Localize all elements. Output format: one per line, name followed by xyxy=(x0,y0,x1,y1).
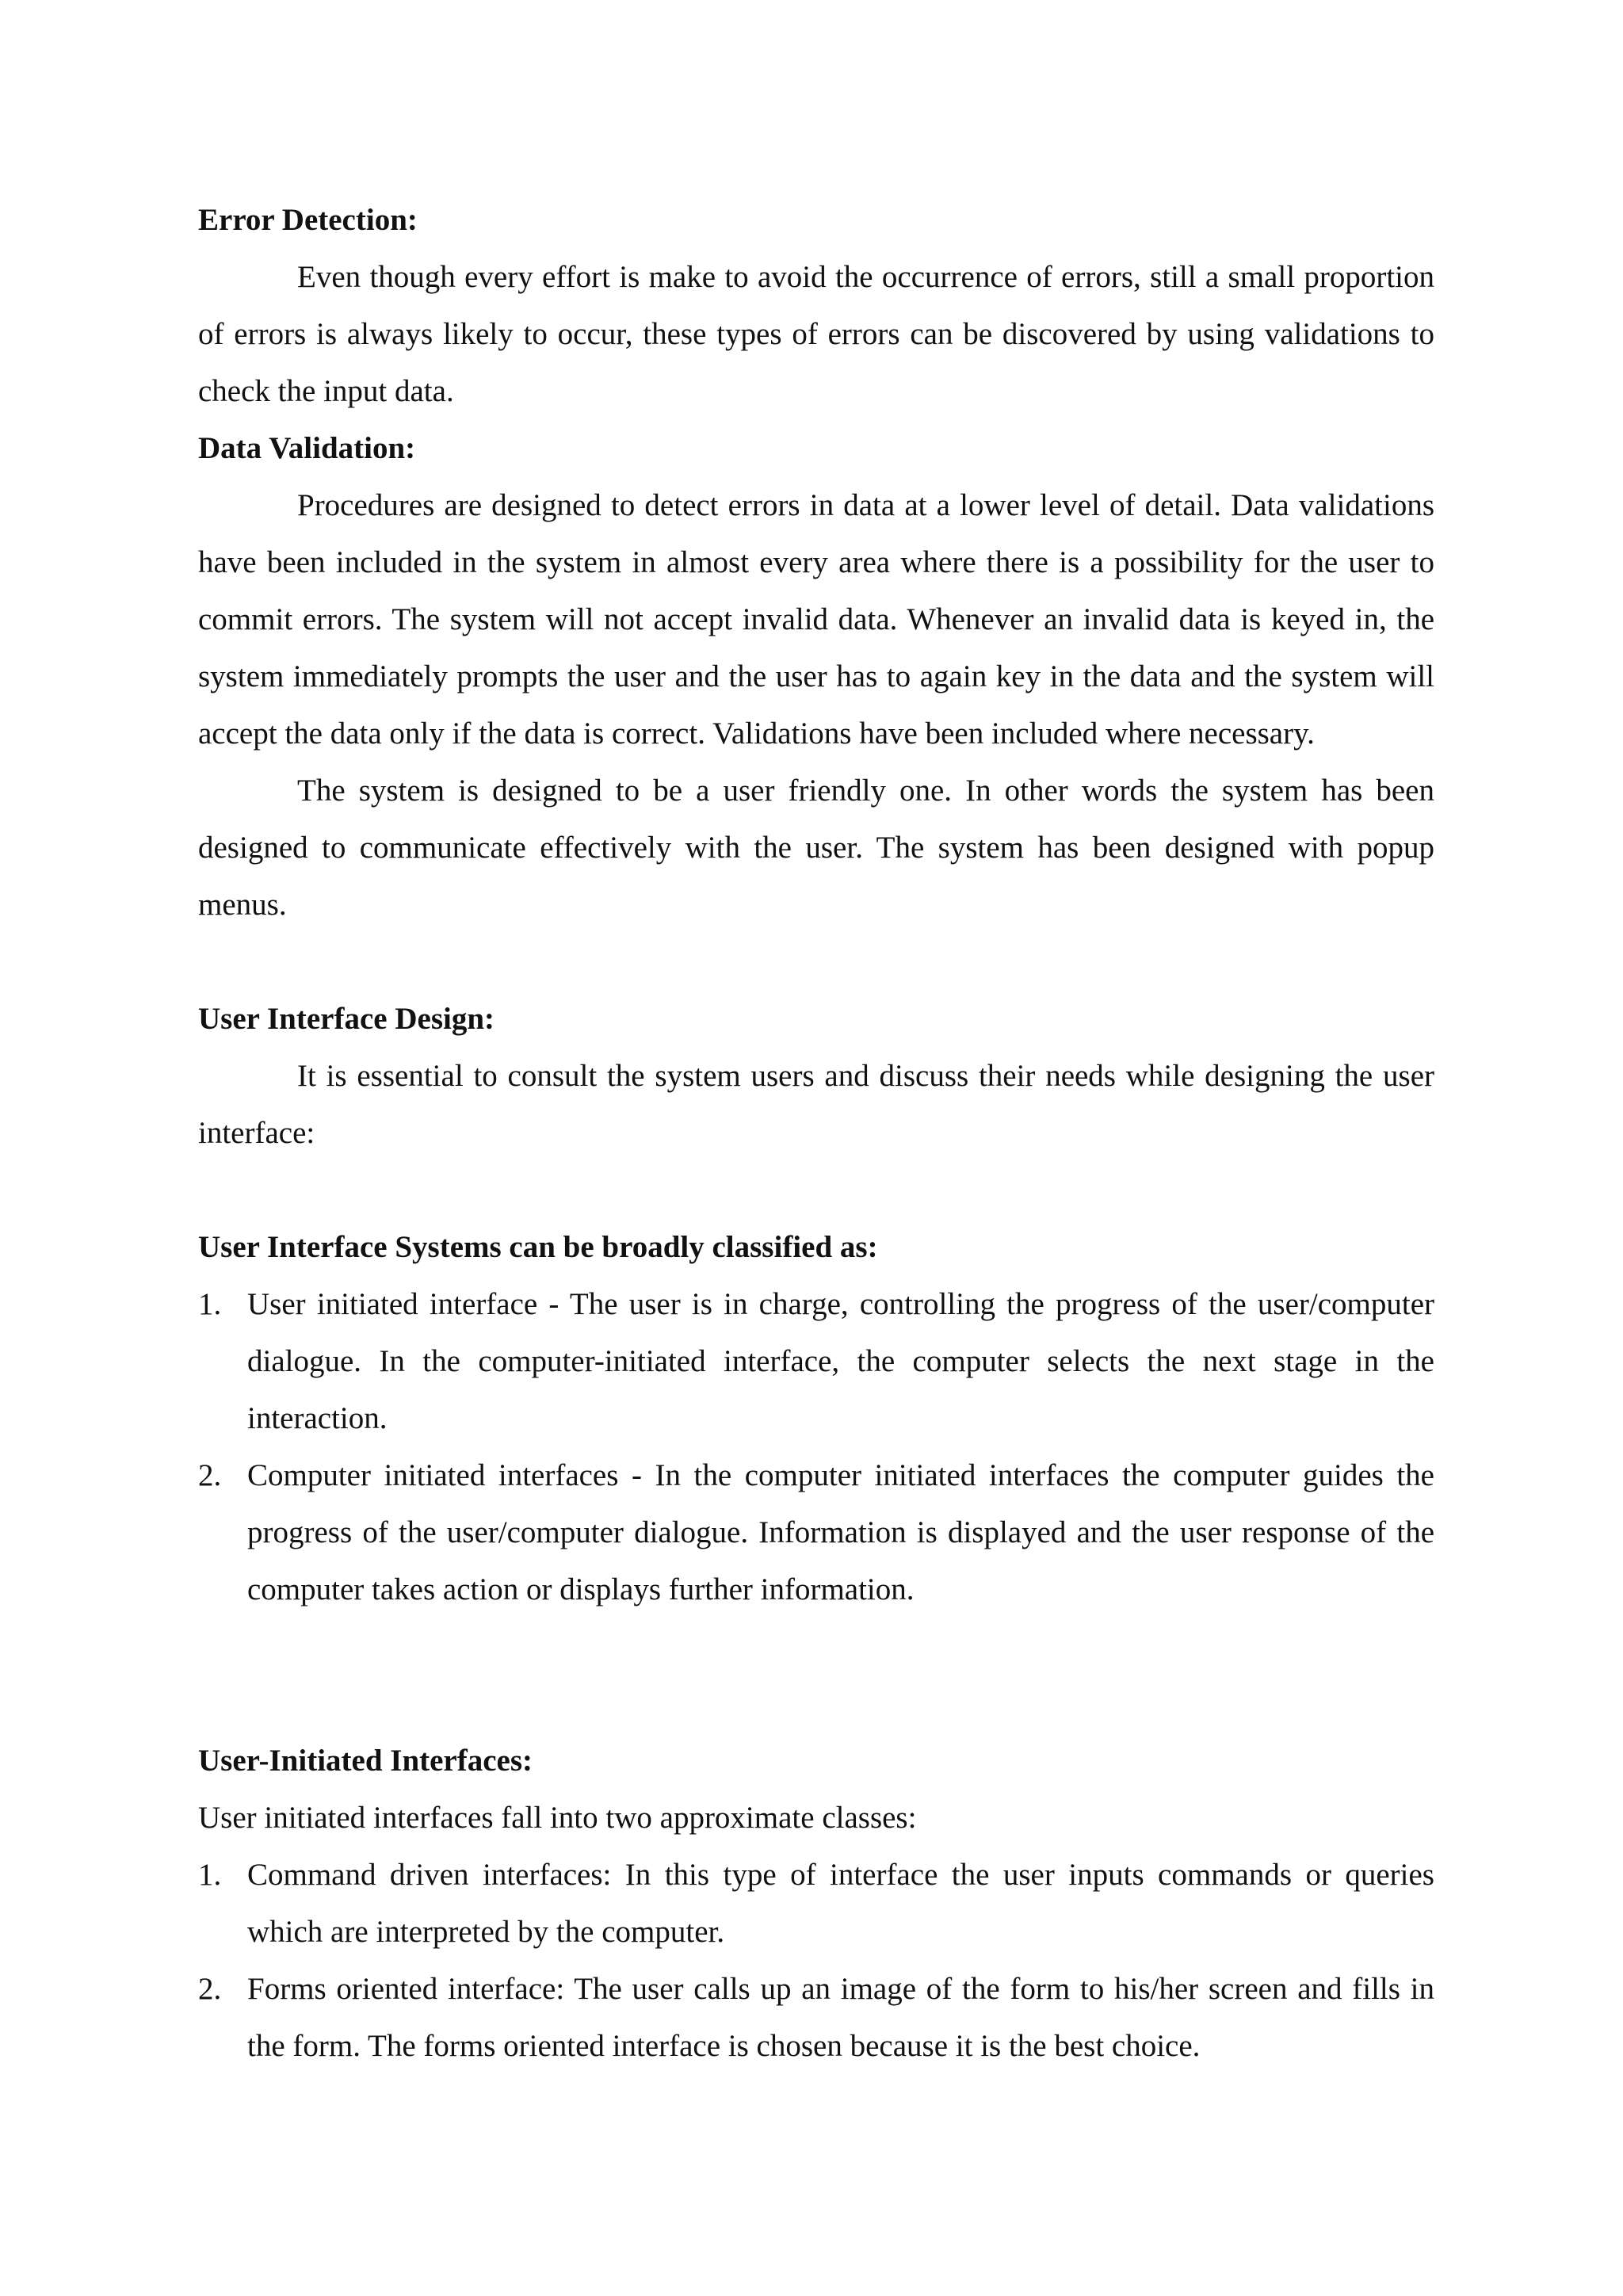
list-item-text: User initiated interface - The user is in charge, controlling the progress of the user/computer dialogue. In the computer-initiated interface, the computer selects the next stage in the interaction. xyxy=(247,1287,1434,1435)
list-item-number: 1. xyxy=(198,1858,222,1892)
heading-error-detection: Error Detection: xyxy=(198,203,418,237)
list-item-text: Forms oriented interface: The user calls up an image of the form to his/her screen and fills in the form. The forms oriented interface is chosen because it is the best choice. xyxy=(247,1972,1434,2063)
user-initiated-list xyxy=(198,1847,1434,2075)
spacer xyxy=(198,1162,1434,1219)
list-item-text: Computer initiated interfaces - In the computer initiated interfaces the computer guides the progress of the user/computer dialogue. Information is displayed and the user response of the computer takes action or displays further information. xyxy=(247,1458,1434,1606)
spacer xyxy=(198,934,1434,991)
heading-ui-systems: User Interface Systems can be broadly classified as: xyxy=(198,1230,878,1264)
list-item xyxy=(198,1447,1434,1618)
list-item-text: Command driven interfaces: In this type of interface the user inputs commands or queries which are interpreted by the computer. xyxy=(247,1858,1434,1949)
spacer xyxy=(198,1618,1434,1733)
list-item-number: 2. xyxy=(198,1972,222,2006)
paragraph-data-validation-1: Procedures are designed to detect errors in data at a lower level of detail. Data validations have been included in the system in almost every area where there is a possibility for the user to commit errors. The system will not accept invalid data. Whenever an invalid data is keyed in, the system immediately prompts the user and the user has to again key in the data and the system will accept the data only if the data is correct. Validations have been included where necessary. xyxy=(198,488,1434,751)
paragraph-error-detection: Even though every effort is make to avoid the occurrence of errors, still a small proportion of errors is always likely to occur, these types of errors can be discovered by using validations to check the input data. xyxy=(198,260,1434,408)
paragraph-ui-design: It is essential to consult the system users and discuss their needs while designing the user interface: xyxy=(198,1059,1434,1150)
paragraph-data-validation-2: The system is designed to be a user friendly one. In other words the system has been designed to communicate effectively with the user. The system has been designed with popup menus. xyxy=(198,774,1434,922)
document-body xyxy=(198,192,1434,2075)
ui-systems-list xyxy=(198,1276,1434,1618)
paragraph-user-initiated-intro: User initiated interfaces fall into two approximate classes: xyxy=(198,1801,917,1835)
list-item-number: 1. xyxy=(198,1287,222,1321)
list-item-number: 2. xyxy=(198,1458,222,1492)
list-item xyxy=(198,1961,1434,2075)
heading-user-initiated: User-Initiated Interfaces: xyxy=(198,1744,533,1778)
heading-data-validation: Data Validation: xyxy=(198,431,416,465)
list-item xyxy=(198,1847,1434,1961)
list-item xyxy=(198,1276,1434,1447)
heading-ui-design: User Interface Design: xyxy=(198,1002,495,1036)
